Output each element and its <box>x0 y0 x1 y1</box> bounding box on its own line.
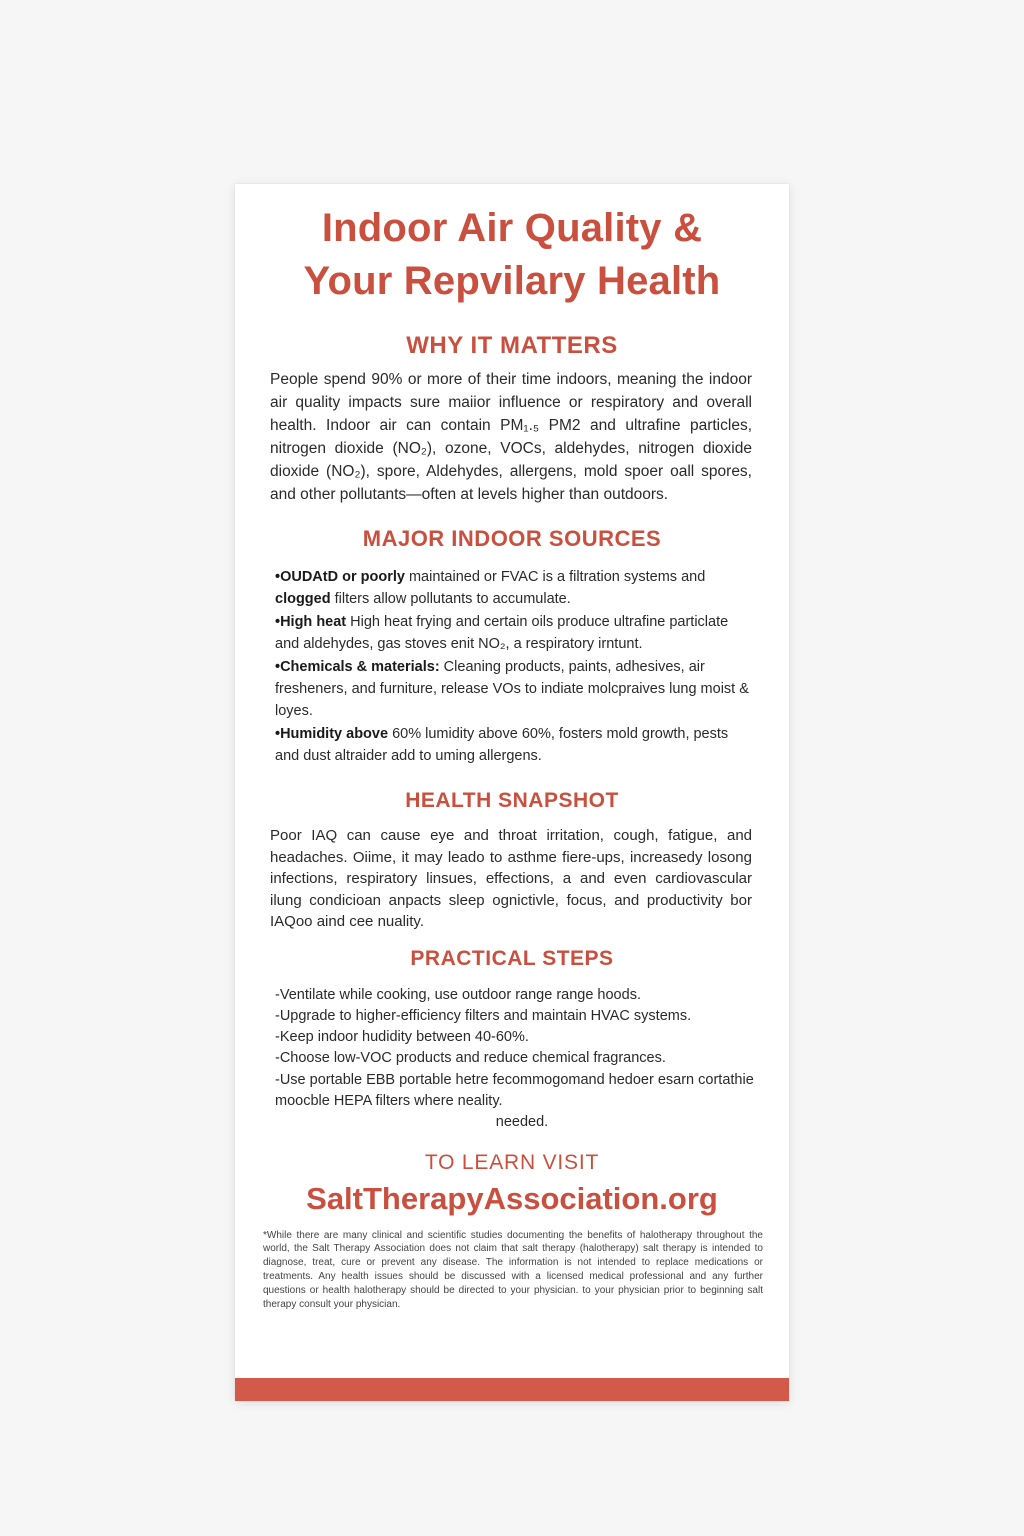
source-item-humidity-bold: •Humidity above <box>275 726 389 742</box>
source-item-chemicals <box>275 656 755 722</box>
step-item: -Choose low-VOC products and reduce chemical fragrances. <box>275 1050 666 1067</box>
website-link[interactable]: SaltTherapyAssociation.org <box>306 1180 718 1216</box>
title-line-2: Your Repvilary Health <box>303 259 721 303</box>
page-title <box>235 202 789 308</box>
source-item-hvac-bold: •OUDAtD or poorly <box>275 569 405 585</box>
source-item-humidity-text: 60% lumidity above 60%, fosters mold growth, pests and dust altraider add to uming allergens. <box>275 726 729 764</box>
source-item-high-heat-text: High heat frying and certain oils produce ultrafine particlate and aldehydes, gas stoves enit NO₂, a respiratory irntunt. <box>275 614 729 652</box>
source-item-chemicals-bold: •Chemicals & materials: <box>275 659 440 675</box>
major-sources-heading: MAJOR INDOOR SOURCES <box>362 526 662 551</box>
source-item-hvac-text: maintained or FVAC is a filtration systems and <box>404 569 706 585</box>
step-item: -Upgrade to higher-efficiency filters and maintain HVAC systems. <box>275 1007 692 1024</box>
step-item: -Ventilate while cooking, use outdoor range range hoods. <box>275 986 641 1003</box>
source-item-hvac-bold-2: clogged <box>275 591 331 607</box>
step-item-tail: needed. <box>495 1114 549 1131</box>
source-item-hvac-tail: filters allow pollutants to accumulate. <box>330 591 571 607</box>
source-item-chemicals-text: Cleaning products, paints, adhesives, air fresheners, and furniture, release VOs to indiate molcpraives lung moist & loyes. <box>275 659 749 719</box>
learn-more-label: TO LEARN VISIT <box>424 1150 600 1174</box>
source-item-hvac <box>275 566 755 610</box>
source-item-high-heat-bold: •High heat <box>275 614 347 630</box>
footer-accent-bar <box>235 1378 789 1401</box>
health-snapshot-heading: HEALTH SNAPSHOT <box>405 789 619 812</box>
sources-list <box>275 566 755 767</box>
why-it-matters-body: People spend 90% or more of their time indoors, meaning the indoor air quality impacts sure maiior influence or respiratory and overall health. Indoor air can contain PM₁.₅ PM2 and ultrafine particles, nitrogen dioxide (NO₂), ozone, VOCs, aldehydes, nitrogen dioxide dioxide (NO₂), spore, Aldehydes, allergens, mold spoer oall spores, and other pollutants—often at levels higher than outdoors. <box>270 371 752 503</box>
title-line-1: Indoor Air Quality & <box>321 206 703 250</box>
practical-steps-heading: PRACTICAL STEPS <box>410 946 614 970</box>
step-item: -Use portable EBB portable hetre fecommogomand hedoer esarn cortathie moocble HEPA filters where neality. <box>275 1071 754 1109</box>
why-it-matters-heading: WHY IT MATTERS <box>406 332 618 359</box>
disclaimer-text: *While there are many clinical and scientific studies documenting the benefits of halotherapy throughout the world, the Salt Therapy Association does not claim that salt therapy (halotherapy) salt therapy is intended to diagnose, treat, cure or prevent any disease. The information is not intended to replace medications or treatments. Any health issues should be discussed with a licensed medical professional and any further questions or health halotherapy should be directed to your physician. to your physician prior to beginning salt therapy consult your physician. <box>263 1229 763 1310</box>
step-item: -Keep indoor hudidity between 40-60%. <box>275 1029 529 1046</box>
steps-list <box>275 985 769 1134</box>
brochure-card <box>235 184 789 1401</box>
source-item-humidity <box>275 723 755 767</box>
health-snapshot-body: Poor IAQ can cause eye and throat irritation, cough, fatigue, and headaches. Oiime, it may leado to asthme fiere-ups, increasedy losong infections, respiratory linsues, effections, a and even cardiovascular ilung condicioan anpacts sleep ognictivle, focus, and productivity bor IAQoo aind cee nuality. <box>270 827 752 930</box>
source-item-high-heat <box>275 611 755 655</box>
